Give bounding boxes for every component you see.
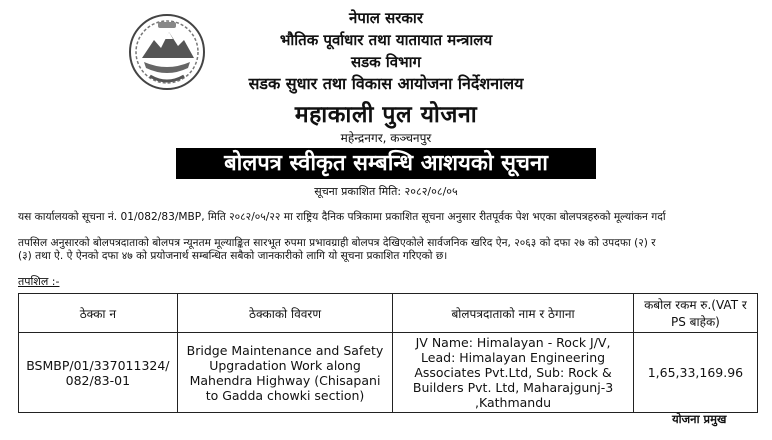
header-bidder: बोलपत्रदाताको नाम र ठेगाना [393, 294, 634, 333]
project-name: महाकाली पुल योजना [294, 102, 478, 128]
header-contract-no: ठेक्का न [19, 294, 178, 333]
notice-body-line-2: तपसिल अनुसारको बोलपत्रदाताको बोलपत्र न्यूनतम मूल्याङ्कित सारभूत रुपमा प्रभावग्राही बोलपत्र देखिएकोले सार्वजनिक खरिद ऐन, २०६३ को दफा २७ को उपदफा (२) र [18, 237, 656, 249]
cell-amount: 1,65,33,169.96 [633, 333, 757, 413]
published-date: सूचना प्रकाशित मिति: २०८२/०८/०५ [314, 185, 458, 198]
cell-bidder: JV Name: Himalayan - Rock J/V, Lead: Himalayan Engineering Associates Pvt.Ltd, Sub: Rock & Builders Pvt. Ltd, Maharajgunj-3 ,Kathmandu [393, 333, 634, 413]
cell-description: Bridge Maintenance and Safety Upgradation Work along Mahendra Highway (Chisapani to Gadda chowki section) [177, 333, 393, 413]
table-header-row [19, 294, 758, 333]
cell-contract-no: BSMBP/01/337011324/ 082/83-01 [19, 333, 178, 413]
department-name: सडक विभाग [350, 53, 421, 71]
directorate-name: सडक सुधार तथा विकास आयोजना निर्देशनालय [248, 74, 524, 93]
contract-table [18, 293, 758, 413]
signatory-title: योजना प्रमुख [672, 412, 727, 426]
details-label: तपशिल :- [18, 275, 60, 288]
notice-title-banner: बोलपत्र स्वीकृत सम्बन्धि आशयको सूचना [176, 148, 596, 179]
table-row [19, 333, 758, 413]
header-amount: कबोल रकम रु.(VAT र PS बाहेक) [633, 294, 757, 333]
ministry-name: भौतिक पूर्वाधार तथा यातायात मन्त्रालय [279, 31, 493, 49]
project-location: महेन्द्रनगर, कञ्चनपुर [340, 131, 432, 145]
notice-body-line-1: यस कार्यालयको सूचना नं. 01/082/83/MBP, मिति २०८२/०५/२२ मा राष्ट्रिय दैनिक पत्रिकामा प्रकाशित सूचना अनुसार रीतपूर्वक पेश भएका बोलपत्रहरुको मूल्यांकन गर्दा [18, 211, 666, 223]
government-name: नेपाल सरकार [349, 9, 423, 27]
header-description: ठेक्काको विवरण [177, 294, 393, 333]
notice-body-line-3: (३) तथा ऐ. ऐ ऐनको दफा ४७ को प्रयोजनार्थ सम्बन्धित सबैको जानकारीको लागि यो सूचना प्रकाशित गरिएको छ। [18, 250, 448, 262]
